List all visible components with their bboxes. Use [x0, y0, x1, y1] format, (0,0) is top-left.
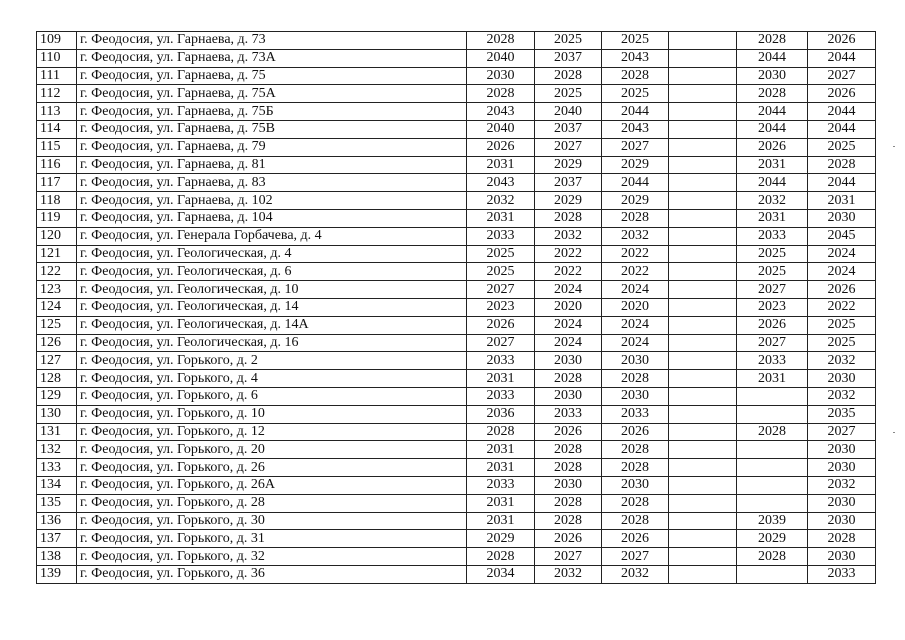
row-number: 110 — [37, 49, 77, 67]
year-cell: 2030 — [808, 512, 876, 530]
address-cell: г. Феодосия, ул. Геологическая, д. 16 — [77, 334, 467, 352]
table-row — [37, 263, 876, 281]
year-cell: 2032 — [808, 476, 876, 494]
address-cell: г. Феодосия, ул. Горького, д. 36 — [77, 565, 467, 583]
year-cell — [669, 156, 737, 174]
year-cell: 2027 — [808, 67, 876, 85]
year-cell: 2044 — [808, 49, 876, 67]
year-cell: 2030 — [535, 387, 602, 405]
year-cell — [737, 476, 808, 494]
address-cell: г. Феодосия, ул. Горького, д. 32 — [77, 548, 467, 566]
year-cell: 2024 — [602, 334, 669, 352]
table-row — [37, 459, 876, 477]
year-cell: 2026 — [467, 138, 535, 156]
year-cell: 2028 — [467, 85, 535, 103]
year-cell: 2027 — [737, 281, 808, 299]
year-cell: 2024 — [535, 334, 602, 352]
year-cell: 2028 — [535, 67, 602, 85]
year-cell — [669, 245, 737, 263]
year-cell: 2029 — [467, 530, 535, 548]
year-cell: 2044 — [602, 103, 669, 121]
year-cell: 2044 — [808, 120, 876, 138]
year-cell: 2031 — [467, 512, 535, 530]
table-row — [37, 85, 876, 103]
year-cell: 2031 — [467, 494, 535, 512]
year-cell: 2032 — [535, 565, 602, 583]
year-cell: 2028 — [808, 156, 876, 174]
address-cell: г. Феодосия, ул. Гарнаева, д. 79 — [77, 138, 467, 156]
row-number: 122 — [37, 263, 77, 281]
table-row — [37, 441, 876, 459]
year-cell: 2028 — [602, 459, 669, 477]
year-cell — [737, 459, 808, 477]
row-number: 113 — [37, 103, 77, 121]
year-cell — [669, 120, 737, 138]
year-cell: 2028 — [602, 209, 669, 227]
table-row — [37, 281, 876, 299]
year-cell — [669, 548, 737, 566]
year-cell — [669, 370, 737, 388]
table-row — [37, 530, 876, 548]
row-number: 120 — [37, 227, 77, 245]
year-cell: 2026 — [602, 423, 669, 441]
row-number: 128 — [37, 370, 77, 388]
year-cell: 2028 — [602, 67, 669, 85]
table-row — [37, 316, 876, 334]
year-cell: 2029 — [535, 156, 602, 174]
year-cell: 2037 — [535, 49, 602, 67]
year-cell: 2030 — [535, 352, 602, 370]
year-cell: 2024 — [808, 263, 876, 281]
row-number: 114 — [37, 120, 77, 138]
address-cell: г. Феодосия, ул. Генерала Горбачева, д. 4 — [77, 227, 467, 245]
year-cell: 2024 — [602, 281, 669, 299]
address-cell: г. Феодосия, ул. Гарнаева, д. 75А — [77, 85, 467, 103]
table-body — [37, 32, 876, 584]
year-cell: 2026 — [808, 32, 876, 50]
year-cell: 2030 — [737, 67, 808, 85]
year-cell: 2030 — [808, 548, 876, 566]
year-cell — [669, 103, 737, 121]
year-cell: 2028 — [737, 32, 808, 50]
year-cell: 2028 — [535, 370, 602, 388]
year-cell: 2030 — [602, 352, 669, 370]
year-cell: 2032 — [467, 192, 535, 210]
year-cell — [669, 67, 737, 85]
year-cell — [737, 494, 808, 512]
year-cell: 2022 — [535, 245, 602, 263]
row-number: 109 — [37, 32, 77, 50]
year-cell: 2025 — [808, 334, 876, 352]
year-cell: 2043 — [467, 103, 535, 121]
year-cell: 2036 — [467, 405, 535, 423]
row-number: 134 — [37, 476, 77, 494]
table-row — [37, 352, 876, 370]
table-row — [37, 565, 876, 583]
year-cell: 2025 — [535, 85, 602, 103]
year-cell: 2031 — [737, 156, 808, 174]
address-cell: г. Феодосия, ул. Горького, д. 28 — [77, 494, 467, 512]
year-cell: 2033 — [737, 227, 808, 245]
table-row — [37, 405, 876, 423]
row-number: 125 — [37, 316, 77, 334]
year-cell: 2026 — [535, 423, 602, 441]
year-cell: 2028 — [535, 494, 602, 512]
year-cell: 2032 — [602, 227, 669, 245]
table-row — [37, 209, 876, 227]
row-number: 138 — [37, 548, 77, 566]
year-cell: 2023 — [737, 298, 808, 316]
year-cell: 2031 — [737, 370, 808, 388]
address-cell: г. Феодосия, ул. Гарнаева, д. 75В — [77, 120, 467, 138]
table-row — [37, 156, 876, 174]
address-cell: г. Феодосия, ул. Горького, д. 6 — [77, 387, 467, 405]
year-cell: 2043 — [602, 120, 669, 138]
row-number: 139 — [37, 565, 77, 583]
year-cell: 2030 — [535, 476, 602, 494]
year-cell: 2029 — [602, 156, 669, 174]
row-number: 123 — [37, 281, 77, 299]
year-cell — [669, 459, 737, 477]
row-number: 117 — [37, 174, 77, 192]
year-cell: 2032 — [737, 192, 808, 210]
year-cell: 2025 — [808, 138, 876, 156]
year-cell — [737, 565, 808, 583]
table-row — [37, 32, 876, 50]
row-number: 126 — [37, 334, 77, 352]
year-cell: 2025 — [737, 245, 808, 263]
year-cell: 2028 — [535, 441, 602, 459]
scan-speck — [893, 146, 895, 147]
year-cell: 2025 — [737, 263, 808, 281]
row-number: 118 — [37, 192, 77, 210]
year-cell: 2027 — [467, 334, 535, 352]
year-cell: 2030 — [602, 476, 669, 494]
row-number: 130 — [37, 405, 77, 423]
scan-speck — [893, 432, 895, 433]
table-row — [37, 192, 876, 210]
year-cell — [669, 565, 737, 583]
year-cell: 2044 — [602, 174, 669, 192]
address-cell: г. Феодосия, ул. Геологическая, д. 14А — [77, 316, 467, 334]
year-cell: 2029 — [737, 530, 808, 548]
table-row — [37, 120, 876, 138]
address-cell: г. Феодосия, ул. Гарнаева, д. 73А — [77, 49, 467, 67]
year-cell: 2030 — [602, 387, 669, 405]
year-cell: 2028 — [602, 494, 669, 512]
year-cell: 2024 — [535, 281, 602, 299]
year-cell: 2028 — [467, 32, 535, 50]
year-cell: 2031 — [467, 459, 535, 477]
table-row — [37, 138, 876, 156]
year-cell: 2040 — [535, 103, 602, 121]
year-cell: 2028 — [602, 512, 669, 530]
row-number: 133 — [37, 459, 77, 477]
year-cell: 2022 — [602, 245, 669, 263]
year-cell: 2040 — [467, 49, 535, 67]
year-cell: 2024 — [808, 245, 876, 263]
year-cell: 2031 — [737, 209, 808, 227]
year-cell: 2031 — [467, 156, 535, 174]
year-cell: 2033 — [808, 565, 876, 583]
table-row — [37, 370, 876, 388]
year-cell: 2044 — [737, 103, 808, 121]
year-cell: 2026 — [602, 530, 669, 548]
year-cell: 2026 — [467, 316, 535, 334]
table-row — [37, 548, 876, 566]
year-cell — [669, 174, 737, 192]
year-cell — [669, 281, 737, 299]
year-cell — [669, 512, 737, 530]
year-cell: 2028 — [535, 209, 602, 227]
row-number: 135 — [37, 494, 77, 512]
year-cell: 2034 — [467, 565, 535, 583]
address-cell: г. Феодосия, ул. Горького, д. 4 — [77, 370, 467, 388]
address-cell: г. Феодосия, ул. Гарнаева, д. 104 — [77, 209, 467, 227]
row-number: 129 — [37, 387, 77, 405]
table-row — [37, 512, 876, 530]
year-cell: 2030 — [808, 209, 876, 227]
year-cell — [669, 298, 737, 316]
address-cell: г. Феодосия, ул. Гарнаева, д. 83 — [77, 174, 467, 192]
address-cell: г. Феодосия, ул. Горького, д. 26А — [77, 476, 467, 494]
year-cell: 2039 — [737, 512, 808, 530]
year-cell: 2027 — [602, 138, 669, 156]
year-cell: 2044 — [737, 120, 808, 138]
address-cell: г. Феодосия, ул. Горького, д. 12 — [77, 423, 467, 441]
year-cell: 2028 — [808, 530, 876, 548]
year-cell: 2026 — [808, 281, 876, 299]
year-cell: 2030 — [467, 67, 535, 85]
row-number: 131 — [37, 423, 77, 441]
year-cell: 2040 — [467, 120, 535, 138]
year-cell: 2029 — [535, 192, 602, 210]
address-cell: г. Феодосия, ул. Геологическая, д. 4 — [77, 245, 467, 263]
year-cell: 2031 — [467, 209, 535, 227]
year-cell: 2043 — [602, 49, 669, 67]
year-cell — [669, 441, 737, 459]
year-cell — [669, 387, 737, 405]
year-cell: 2031 — [467, 370, 535, 388]
year-cell: 2028 — [737, 548, 808, 566]
year-cell: 2028 — [467, 423, 535, 441]
year-cell: 2032 — [535, 227, 602, 245]
address-cell: г. Феодосия, ул. Геологическая, д. 10 — [77, 281, 467, 299]
table-row — [37, 476, 876, 494]
year-cell: 2028 — [737, 423, 808, 441]
address-cell: г. Феодосия, ул. Гарнаева, д. 81 — [77, 156, 467, 174]
address-cell: г. Феодосия, ул. Горького, д. 26 — [77, 459, 467, 477]
table-row — [37, 245, 876, 263]
year-cell — [669, 192, 737, 210]
address-cell: г. Феодосия, ул. Гарнаева, д. 73 — [77, 32, 467, 50]
year-cell — [737, 441, 808, 459]
address-cell: г. Феодосия, ул. Гарнаева, д. 75Б — [77, 103, 467, 121]
row-number: 137 — [37, 530, 77, 548]
row-number: 112 — [37, 85, 77, 103]
table-row — [37, 103, 876, 121]
year-cell — [669, 85, 737, 103]
row-number: 136 — [37, 512, 77, 530]
year-cell: 2032 — [808, 352, 876, 370]
year-cell — [669, 334, 737, 352]
year-cell: 2020 — [602, 298, 669, 316]
address-cell: г. Феодосия, ул. Геологическая, д. 14 — [77, 298, 467, 316]
year-cell — [669, 263, 737, 281]
year-cell — [669, 494, 737, 512]
year-cell: 2026 — [808, 85, 876, 103]
address-cell: г. Феодосия, ул. Гарнаева, д. 102 — [77, 192, 467, 210]
row-number: 115 — [37, 138, 77, 156]
year-cell: 2045 — [808, 227, 876, 245]
table-row — [37, 387, 876, 405]
year-cell: 2033 — [467, 476, 535, 494]
year-cell: 2026 — [737, 138, 808, 156]
year-cell: 2027 — [535, 548, 602, 566]
row-number: 121 — [37, 245, 77, 263]
table-row — [37, 334, 876, 352]
year-cell: 2028 — [737, 85, 808, 103]
year-cell: 2027 — [535, 138, 602, 156]
year-cell: 2030 — [808, 494, 876, 512]
year-cell — [669, 476, 737, 494]
year-cell: 2025 — [602, 32, 669, 50]
year-cell: 2028 — [467, 548, 535, 566]
year-cell — [737, 387, 808, 405]
year-cell: 2033 — [467, 352, 535, 370]
year-cell: 2024 — [602, 316, 669, 334]
address-cell: г. Феодосия, ул. Горького, д. 30 — [77, 512, 467, 530]
year-cell: 2032 — [808, 387, 876, 405]
table-row — [37, 227, 876, 245]
year-cell — [669, 316, 737, 334]
housing-schedule-table — [36, 31, 876, 584]
address-cell: г. Феодосия, ул. Горького, д. 10 — [77, 405, 467, 423]
year-cell: 2037 — [535, 174, 602, 192]
year-cell: 2027 — [467, 281, 535, 299]
year-cell: 2025 — [467, 263, 535, 281]
year-cell: 2025 — [467, 245, 535, 263]
year-cell — [669, 530, 737, 548]
year-cell — [669, 32, 737, 50]
year-cell: 2033 — [467, 227, 535, 245]
row-number: 111 — [37, 67, 77, 85]
row-number: 132 — [37, 441, 77, 459]
table-row — [37, 298, 876, 316]
table-row — [37, 49, 876, 67]
address-cell: г. Феодосия, ул. Гарнаева, д. 75 — [77, 67, 467, 85]
address-cell: г. Феодосия, ул. Горького, д. 31 — [77, 530, 467, 548]
year-cell: 2043 — [467, 174, 535, 192]
year-cell: 2028 — [602, 441, 669, 459]
year-cell: 2022 — [602, 263, 669, 281]
year-cell: 2028 — [535, 459, 602, 477]
year-cell: 2044 — [737, 174, 808, 192]
year-cell: 2025 — [808, 316, 876, 334]
year-cell: 2031 — [808, 192, 876, 210]
address-cell: г. Феодосия, ул. Геологическая, д. 6 — [77, 263, 467, 281]
year-cell: 2025 — [602, 85, 669, 103]
year-cell: 2031 — [467, 441, 535, 459]
year-cell — [669, 209, 737, 227]
year-cell: 2026 — [737, 316, 808, 334]
year-cell: 2023 — [467, 298, 535, 316]
year-cell — [669, 227, 737, 245]
year-cell: 2022 — [535, 263, 602, 281]
year-cell: 2027 — [737, 334, 808, 352]
year-cell: 2044 — [737, 49, 808, 67]
year-cell: 2032 — [602, 565, 669, 583]
year-cell — [669, 405, 737, 423]
year-cell: 2026 — [535, 530, 602, 548]
year-cell: 2033 — [737, 352, 808, 370]
year-cell: 2022 — [808, 298, 876, 316]
year-cell — [669, 49, 737, 67]
row-number: 119 — [37, 209, 77, 227]
year-cell: 2020 — [535, 298, 602, 316]
year-cell: 2035 — [808, 405, 876, 423]
year-cell: 2024 — [535, 316, 602, 334]
table-row — [37, 494, 876, 512]
year-cell — [669, 138, 737, 156]
year-cell: 2044 — [808, 174, 876, 192]
year-cell: 2044 — [808, 103, 876, 121]
year-cell: 2028 — [535, 512, 602, 530]
row-number: 127 — [37, 352, 77, 370]
year-cell: 2025 — [535, 32, 602, 50]
address-cell: г. Феодосия, ул. Горького, д. 2 — [77, 352, 467, 370]
year-cell — [669, 352, 737, 370]
table-row — [37, 67, 876, 85]
table-row — [37, 423, 876, 441]
table-row — [37, 174, 876, 192]
year-cell: 2033 — [467, 387, 535, 405]
year-cell: 2027 — [602, 548, 669, 566]
year-cell — [737, 405, 808, 423]
row-number: 116 — [37, 156, 77, 174]
year-cell: 2033 — [535, 405, 602, 423]
year-cell: 2030 — [808, 459, 876, 477]
year-cell: 2037 — [535, 120, 602, 138]
year-cell: 2033 — [602, 405, 669, 423]
year-cell: 2029 — [602, 192, 669, 210]
year-cell: 2028 — [602, 370, 669, 388]
address-cell: г. Феодосия, ул. Горького, д. 20 — [77, 441, 467, 459]
year-cell — [669, 423, 737, 441]
year-cell: 2030 — [808, 370, 876, 388]
year-cell: 2030 — [808, 441, 876, 459]
row-number: 124 — [37, 298, 77, 316]
year-cell: 2027 — [808, 423, 876, 441]
